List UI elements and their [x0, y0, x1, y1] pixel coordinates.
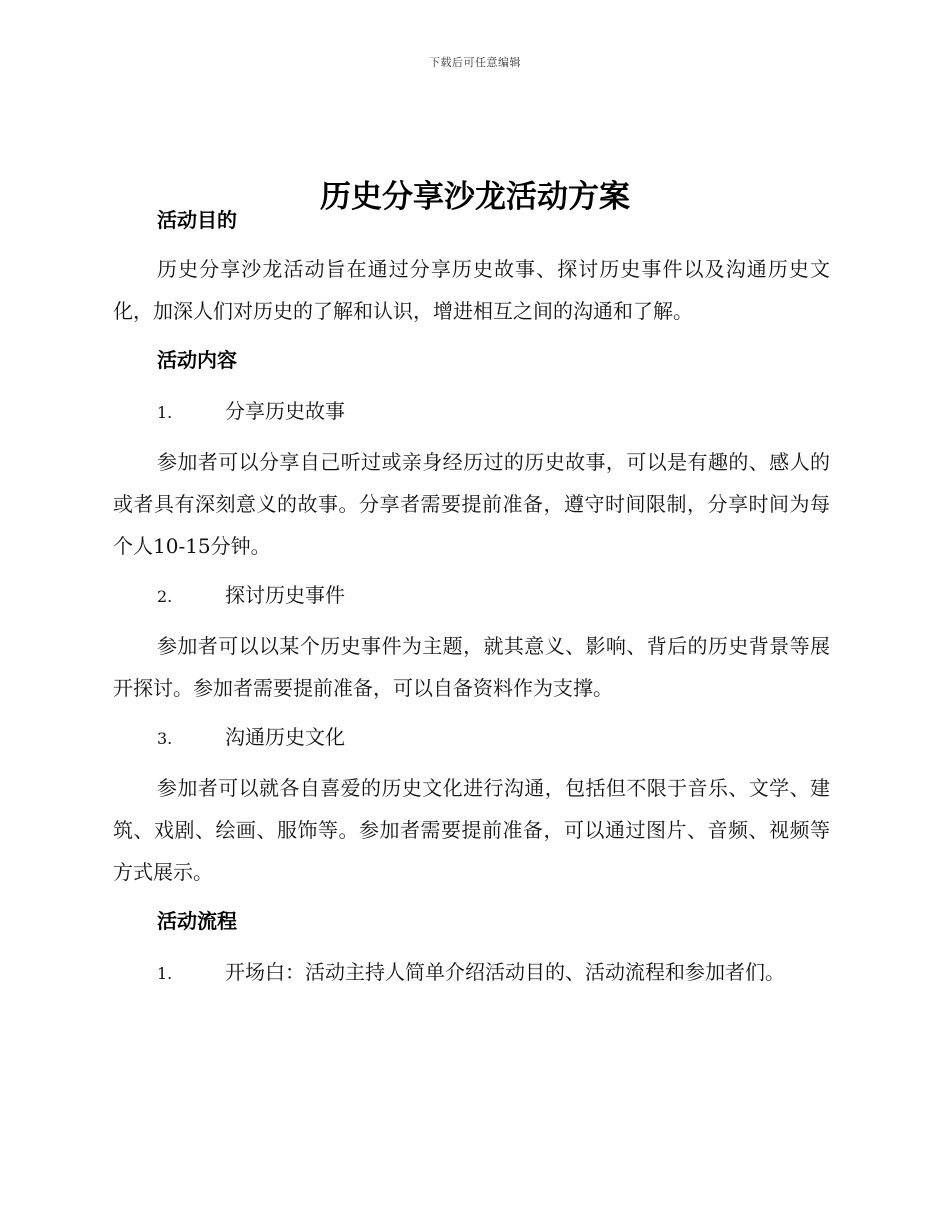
section-heading-purpose: 活动目的: [157, 208, 237, 232]
item-number: 2.: [157, 587, 173, 606]
content-item-2: [113, 578, 830, 614]
item-text: 开场白：活动主持人简单介绍活动目的、活动流程和参加者们。: [225, 960, 785, 984]
header-note: 下载后可任意编辑: [429, 56, 521, 69]
document-body: [113, 203, 830, 991]
item-label: 探讨历史事件: [225, 583, 345, 607]
content-item-3-paragraph: 参加者可以就各自喜爱的历史文化进行沟通，包括但不限于音乐、文学、建筑、戏剧、绘画、服饰等。参加者需要提前准备，可以通过图片、音频、视频等方式展示。: [113, 776, 830, 884]
purpose-paragraph: 历史分享沙龙活动旨在通过分享历史故事、探讨历史事件以及沟通历史文化，加深人们对历史的了解和认识，增进相互之间的沟通和了解。: [113, 257, 830, 323]
item-number: 3.: [157, 729, 173, 748]
section-heading-process: 活动流程: [157, 909, 237, 933]
item-label: 分享历史故事: [225, 399, 345, 423]
process-item-1: [113, 955, 830, 991]
item-number: 1.: [157, 964, 173, 983]
content-item-1-paragraph: 参加者可以分享自己听过或亲身经历过的历史故事，可以是有趣的、感人的或者具有深刻意义的故事。分享者需要提前准备，遵守时间限制，分享时间为每个人10-15分钟。: [113, 450, 830, 558]
content-item-2-paragraph: 参加者可以以某个历史事件为主题，就其意义、影响、背后的历史背景等展开探讨。参加者需要提前准备，可以自备资料作为支撑。: [113, 634, 830, 700]
document-title: 历史分享沙龙活动方案: [320, 178, 630, 215]
item-label: 沟通历史文化: [225, 725, 345, 749]
content-item-3: [113, 720, 830, 756]
content-item-1: [113, 394, 830, 430]
item-number: 1.: [157, 403, 173, 422]
section-heading-content: 活动内容: [157, 348, 237, 372]
